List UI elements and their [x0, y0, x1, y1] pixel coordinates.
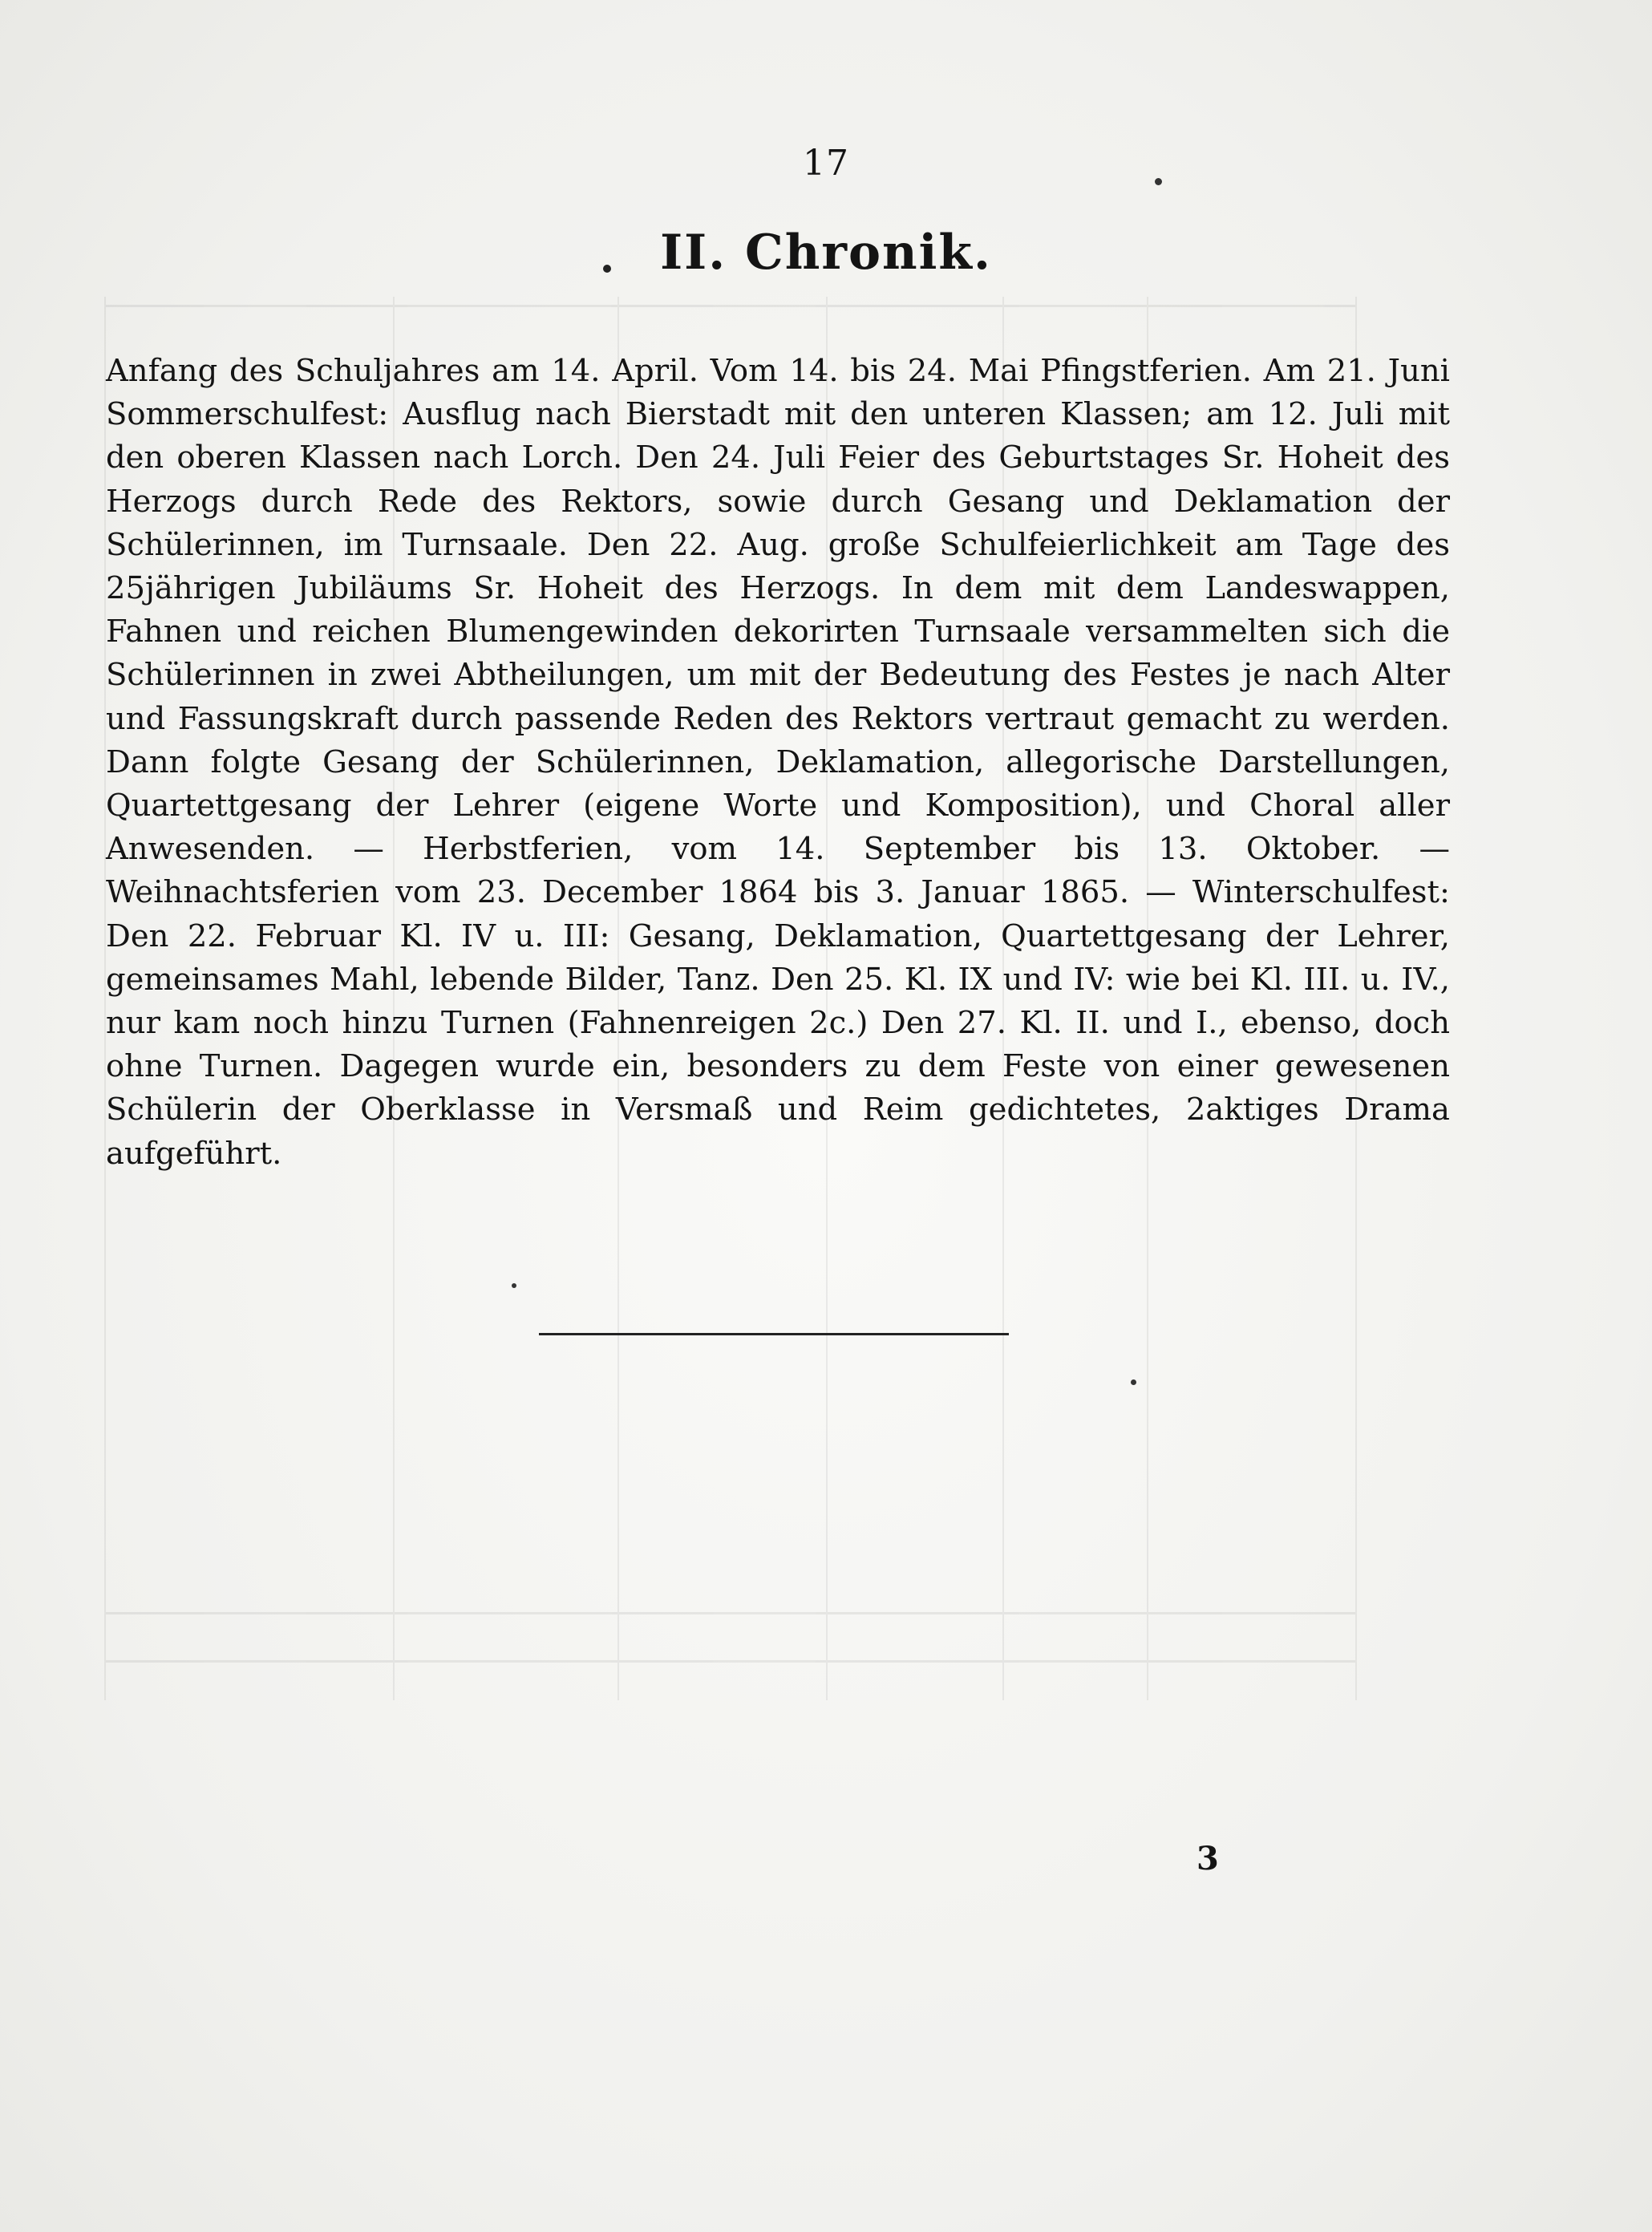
speck [1131, 1379, 1136, 1385]
section-title: II. Chronik. [660, 225, 992, 281]
speck [1155, 178, 1162, 185]
signature-mark: 3 [1196, 1840, 1219, 1878]
page-number: 17 [803, 143, 849, 184]
speck [512, 1283, 516, 1288]
chronicle-paragraph: Anfang des Schuljahres am 14. April. Vom 14. bis 24. Mai Pfingstferien. Am 21. Juni Sommerschulfest: Ausflug nach Bierstadt mit den unteren Klassen; am 12. Juli mit den oberen Klassen nach Lorch. Den 24. Juli Feier des Geburtstages Sr. Hoheit des Herzogs durch Rede des Rektors, sowie durch Gesang und Deklamation der Schülerinnen, im Turnsaale. Den 22. Aug. große Schulfeierlichkeit am Tage des 25jährigen Jubiläums Sr. Hoheit des Herzogs. In dem mit dem Landeswappen, Fahnen und reichen Blumengewinden dekorirten Turnsaale versammelten sich die Schülerinnen in zwei Abtheilungen, um mit der Bedeutung des Festes je nach Alter und Fassungskraft durch passende Reden des Rektors vertraut gemacht zu werden. Dann folgte Gesang der Schülerinnen, Deklamation, allegorische Darstellungen, Quartettgesang der Lehrer (eigene Worte und Komposition), und Choral aller Anwesenden. — Herbstferien, vom 14. September bis 13. Oktober. — Weihnachtsferien vom 23. December 1864 bis 3. Januar 1865. — Winterschulfest: Den 22. Februar Kl. IV u. III: Gesang, Deklamation, Quartettgesang der Lehrer, gemeinsames Mahl, lebende Bilder, Tanz. Den 25. Kl. IX und IV: wie bei Kl. III. u. IV., nur kam noch hinzu Turnen (Fahnenreigen 2c.) Den 27. Kl. II. und I., ebenso, doch ohne Turnen. Dagegen wurde ein, besonders zu dem Feste von einer gewesenen Schülerin der Oberklasse in Versmaß und Reim gedichtetes, 2aktiges Drama aufgeführt. [106, 353, 1450, 1172]
separator-rule [539, 1333, 1009, 1335]
